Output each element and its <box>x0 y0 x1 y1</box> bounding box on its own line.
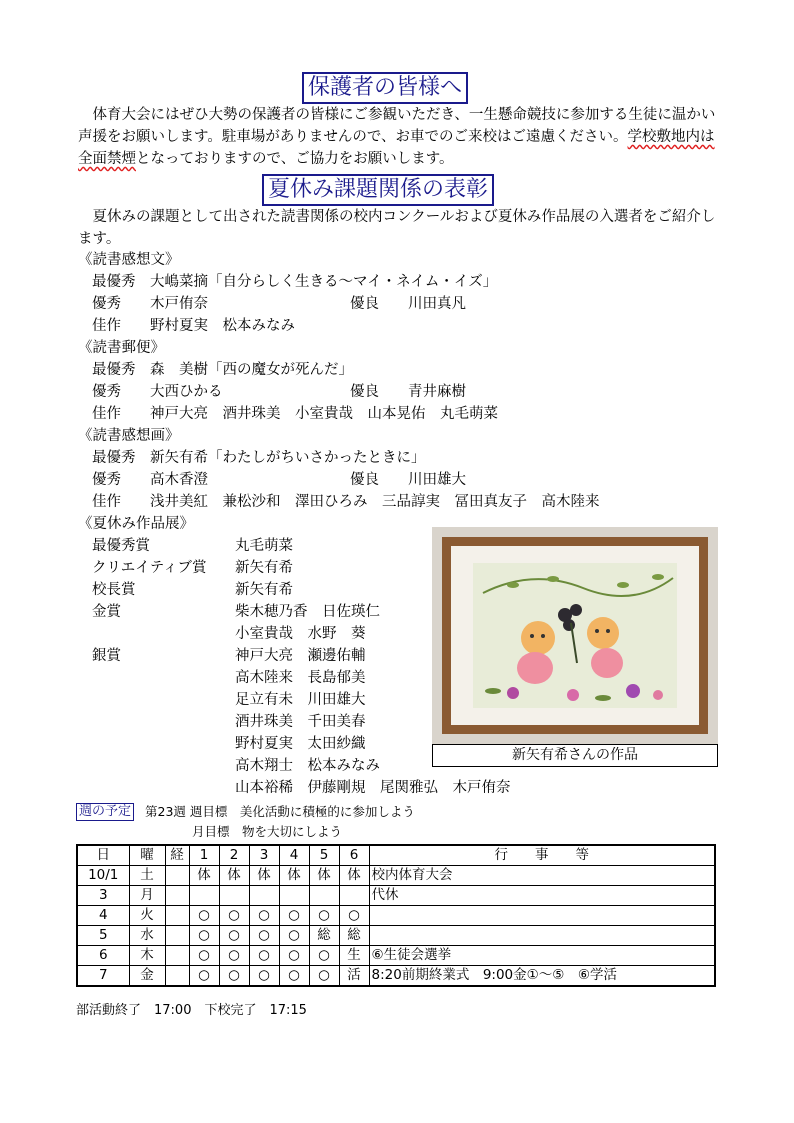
schedule-cell: ○ <box>219 906 249 926</box>
schedule-cell <box>219 886 249 906</box>
week-schedule-label: 週の予定 <box>76 803 134 821</box>
schedule-cell <box>249 886 279 906</box>
schedule-row <box>77 966 715 987</box>
no-smoking-text: 学校敷地内は全面禁煙 <box>78 129 715 167</box>
schedule-cell: ○ <box>189 926 219 946</box>
schedule-header-cell: 経 <box>165 845 189 866</box>
schedule-cell: 3 <box>77 886 129 906</box>
schedule-cell: 土 <box>129 866 165 886</box>
schedule-cell: ○ <box>219 946 249 966</box>
schedule-cell: 10/1 <box>77 866 129 886</box>
picture-mat <box>451 546 699 725</box>
schedule-cell: ○ <box>309 906 339 926</box>
monthly-goal: 月目標 物を大切にしよう <box>192 824 343 839</box>
schedule-cell: ○ <box>189 966 219 987</box>
schedule-header-cell: 行 事 等 <box>369 845 715 866</box>
exhibition-names: 神戸大亮 瀬邊佑輔 <box>235 648 366 664</box>
schedule-cell: 木 <box>129 946 165 966</box>
exhibition-names: 高木翔士 松本みなみ <box>235 758 380 774</box>
notice-body-tail: となっておりますので、ご協力をお願いします。 <box>136 151 454 167</box>
schedule-row <box>77 926 715 946</box>
exhibition-award: クリエイティブ賞 <box>92 560 207 576</box>
schedule-cell: 6 <box>77 946 129 966</box>
artwork-photo <box>432 527 718 744</box>
schedule-event-cell <box>369 906 715 926</box>
schedule-cell: 生 <box>339 946 369 966</box>
exhibition-names: 新矢有希 <box>235 582 293 598</box>
exhibition-names: 酒井珠美 千田美春 <box>235 714 366 730</box>
schedule-cell: ○ <box>279 946 309 966</box>
picture-frame <box>442 537 708 734</box>
schedule-cell: 火 <box>129 906 165 926</box>
schedule-header-cell: 1 <box>189 845 219 866</box>
photo-caption: 新矢有希さんの作品 <box>432 744 718 767</box>
schedule-cell: ○ <box>279 966 309 987</box>
schedule-cell: 金 <box>129 966 165 987</box>
notice-title: 保護者の皆様へ <box>302 72 468 104</box>
schedule-cell: ○ <box>249 946 279 966</box>
exhibition-names: 丸毛萌菜 <box>235 538 293 554</box>
essay-excellent: 優秀 木戸侑奈 <box>92 296 208 312</box>
schedule-header-cell: 4 <box>279 845 309 866</box>
schedule-row <box>77 886 715 906</box>
letter-excellent: 優秀 大西ひかる <box>92 384 223 400</box>
schedule-cell: 月 <box>129 886 165 906</box>
schedule-cell: ○ <box>189 906 219 926</box>
schedule-cell: 体 <box>279 866 309 886</box>
schedule-header-cell: 3 <box>249 845 279 866</box>
schedule-header-row <box>77 845 715 866</box>
schedule-cell <box>165 946 189 966</box>
schedule-event-cell: 代休 <box>369 886 715 906</box>
schedule-cell <box>309 886 339 906</box>
letter-heading: 《読書郵便》 <box>78 340 165 356</box>
schedule-cell: 体 <box>339 866 369 886</box>
schedule-cell: 5 <box>77 926 129 946</box>
schedule-cell: 総 <box>309 926 339 946</box>
schedule-cell: 体 <box>309 866 339 886</box>
exhibition-names: 小室貴哉 水野 葵 <box>235 626 366 642</box>
awards-title: 夏休み課題関係の表彰 <box>262 174 494 206</box>
picture-good: 優良 川田雄大 <box>350 472 466 488</box>
picture-excellent: 優秀 高木香澄 <box>92 472 208 488</box>
club-end-time: 部活動終了 17:00 下校完了 17:15 <box>76 1003 307 1018</box>
schedule-cell <box>339 886 369 906</box>
schedule-event-cell: 校内体育大会 <box>369 866 715 886</box>
schedule-cell <box>189 886 219 906</box>
schedule-cell <box>279 886 309 906</box>
essay-merit: 佳作 野村夏実 松本みなみ <box>92 318 295 334</box>
schedule-cell: 体 <box>189 866 219 886</box>
schedule-cell: ○ <box>189 946 219 966</box>
schedule-cell: ○ <box>339 906 369 926</box>
schedule-cell: ○ <box>249 966 279 987</box>
schedule-table <box>76 844 716 987</box>
exhibition-names: 柴木穂乃香 日佐瑛仁 <box>235 604 380 620</box>
essay-best: 最優秀 大嶋菜摘「自分らしく生きる～マイ・ネイム・イズ」 <box>92 274 498 290</box>
schedule-cell <box>165 866 189 886</box>
essay-heading: 《読書感想文》 <box>78 252 180 268</box>
exhibition-names: 山本裕稀 伊藤剛規 尾関雅弘 木戸侑奈 <box>235 780 511 796</box>
schedule-cell <box>165 966 189 987</box>
schedule-event-cell <box>369 926 715 946</box>
schedule-cell: ○ <box>219 926 249 946</box>
weekly-goal: 第23週 週目標 美化活動に積極的に参加しよう <box>145 804 415 819</box>
exhibition-award: 校長賞 <box>92 582 136 598</box>
schedule-cell: ○ <box>219 966 249 987</box>
schedule-header-cell: 5 <box>309 845 339 866</box>
picture-heading: 《読書感想画》 <box>78 428 180 444</box>
schedule-header-cell: 日 <box>77 845 129 866</box>
schedule-event-cell: 8:20前期終業式 9:00金①～⑤ ⑥学活 <box>369 966 715 987</box>
schedule-cell: 4 <box>77 906 129 926</box>
schedule-cell: ○ <box>249 906 279 926</box>
schedule-cell: ○ <box>309 966 339 987</box>
schedule-cell: 総 <box>339 926 369 946</box>
schedule-cell: ○ <box>279 906 309 926</box>
exhibition-heading: 《夏休み作品展》 <box>78 516 194 532</box>
exhibition-names: 高木陸来 長島郁美 <box>235 670 366 686</box>
schedule-header-cell: 曜 <box>129 845 165 866</box>
exhibition-names: 新矢有希 <box>235 560 293 576</box>
notice-body <box>78 104 718 170</box>
letter-best: 最優秀 森 美樹「西の魔女が死んだ」 <box>92 362 353 378</box>
schedule-cell: 体 <box>219 866 249 886</box>
picture-best: 最優秀 新矢有希「わたしがちいさかったときに」 <box>92 450 426 466</box>
schedule-cell: 7 <box>77 966 129 987</box>
schedule-cell: ○ <box>309 946 339 966</box>
awards-intro: 夏休みの課題として出された読書関係の校内コンクールおよび夏休み作品展の入選者をご紹介します。 <box>78 209 716 247</box>
letter-good: 優良 青井麻樹 <box>350 384 466 400</box>
exhibition-names: 足立有未 川田雄大 <box>235 692 366 708</box>
schedule-cell: 体 <box>249 866 279 886</box>
notice-body-text: 体育大会にはぜひ大勢の保護者の皆様にご参観いただき、一生懸命競技に参加する生徒に温かい声援をお願いします。駐車場がありませんので、お車でのご来校はご遠慮ください。 <box>78 107 716 145</box>
essay-good: 優良 川田真凡 <box>350 296 466 312</box>
schedule-cell <box>165 886 189 906</box>
schedule-row <box>77 866 715 886</box>
exhibition-award: 最優秀賞 <box>92 538 150 554</box>
picture-merit: 佳作 浅井美紅 兼松沙和 澤田ひろみ 三品諄実 冨田真友子 高木陸来 <box>92 494 600 510</box>
schedule-cell <box>165 906 189 926</box>
artwork-illustration <box>473 563 677 708</box>
schedule-cell <box>165 926 189 946</box>
schedule-cell: ○ <box>249 926 279 946</box>
letter-merit: 佳作 神戸大亮 酒井珠美 小室貴哉 山本晃佑 丸毛萌菜 <box>92 406 498 422</box>
pressed-flower-cats-artwork <box>473 563 677 708</box>
exhibition-award: 金賞 <box>92 604 121 620</box>
exhibition-names: 野村夏実 太田紗織 <box>235 736 366 752</box>
schedule-row <box>77 946 715 966</box>
schedule-cell: 水 <box>129 926 165 946</box>
schedule-header-cell: 6 <box>339 845 369 866</box>
schedule-cell: ○ <box>279 926 309 946</box>
schedule-row <box>77 906 715 926</box>
exhibition-award: 銀賞 <box>92 648 121 664</box>
schedule-cell: 活 <box>339 966 369 987</box>
schedule-event-cell: ⑥生徒会選挙 <box>369 946 715 966</box>
schedule-header-cell: 2 <box>219 845 249 866</box>
